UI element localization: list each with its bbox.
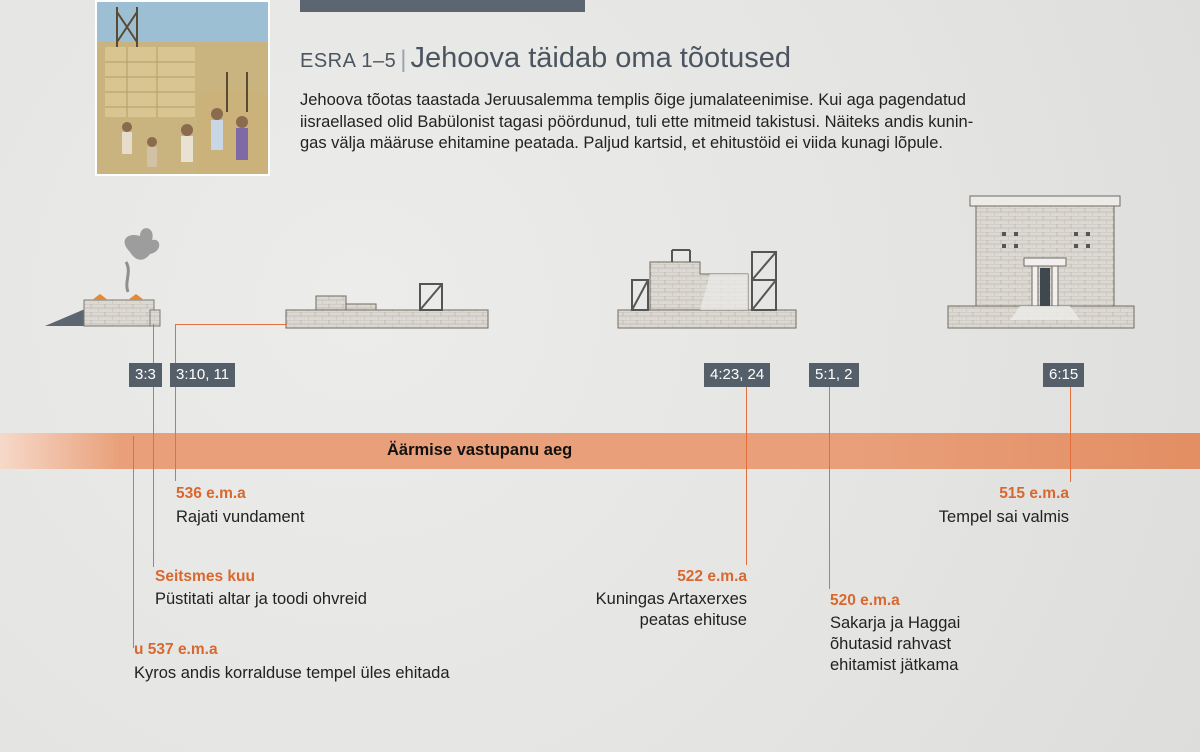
event-description-line: ehitamist jätkama	[830, 656, 959, 674]
event-date: u 537 e.m.a	[134, 641, 218, 658]
page-title: Jehoova täidab oma tõotused	[410, 42, 792, 74]
event-description-line: peatas ehituse	[639, 611, 747, 629]
event-description: Kyros andis korralduse tempel üles ehitada	[134, 664, 450, 682]
event-description-line: Sakarja ja Haggai	[830, 614, 961, 632]
event-description	[830, 613, 960, 676]
ref-box: 3:10, 11	[170, 363, 235, 387]
completed-temple-icon	[948, 196, 1134, 328]
event-date: 522 e.m.a	[677, 568, 747, 585]
connector-line	[829, 386, 830, 589]
book-reference: ESRA 1–5	[300, 50, 397, 72]
ref-box: 4:23, 24	[704, 363, 770, 387]
intro-line: gas välja määruse ehitamine peatada. Paljud kartsid, et ehitustöid ei viida kunagi lõpule.	[300, 134, 943, 152]
opposition-period-label: Äärmise vastupanu aeg	[387, 441, 573, 459]
intro-line: Jehoova tõotas taastada Jeruusalemma templis õige jumalateenimise. Kui aga pagendatud	[300, 91, 966, 109]
connector-line	[175, 324, 287, 325]
foundation-icon	[286, 284, 488, 328]
opposition-period-band	[0, 433, 1200, 469]
intro-line: iisraellased olid Babülonist tagasi pöördunud, tuli ette mitmeid takistusi. Näiteks andis kunin-	[300, 112, 974, 131]
event-description-line: Kuningas Artaxerxes	[595, 590, 747, 608]
event-date: 536 e.m.a	[176, 485, 246, 502]
connector-line	[133, 436, 134, 648]
event-description	[596, 589, 747, 631]
event-date: Seitsmes kuu	[155, 568, 255, 585]
halted-construction-icon	[618, 250, 796, 328]
connector-line	[153, 324, 154, 567]
event-description: Rajati vundament	[176, 508, 305, 526]
altar-icon	[45, 228, 160, 326]
heading-separator: |	[400, 46, 407, 73]
connector-line	[1070, 386, 1071, 482]
ref-box: 6:15	[1043, 363, 1084, 387]
event-date: 520 e.m.a	[830, 592, 900, 609]
event-description-line: õhutasid rahvast	[830, 635, 952, 653]
ref-box: 5:1, 2	[809, 363, 859, 387]
ref-box: 3:3	[129, 363, 162, 387]
connector-line	[175, 324, 176, 481]
event-description: Püstitati altar ja toodi ohvreid	[155, 590, 367, 608]
event-date: 515 e.m.a	[999, 485, 1069, 502]
event-description: Tempel sai valmis	[938, 508, 1069, 526]
connector-line	[746, 386, 747, 565]
